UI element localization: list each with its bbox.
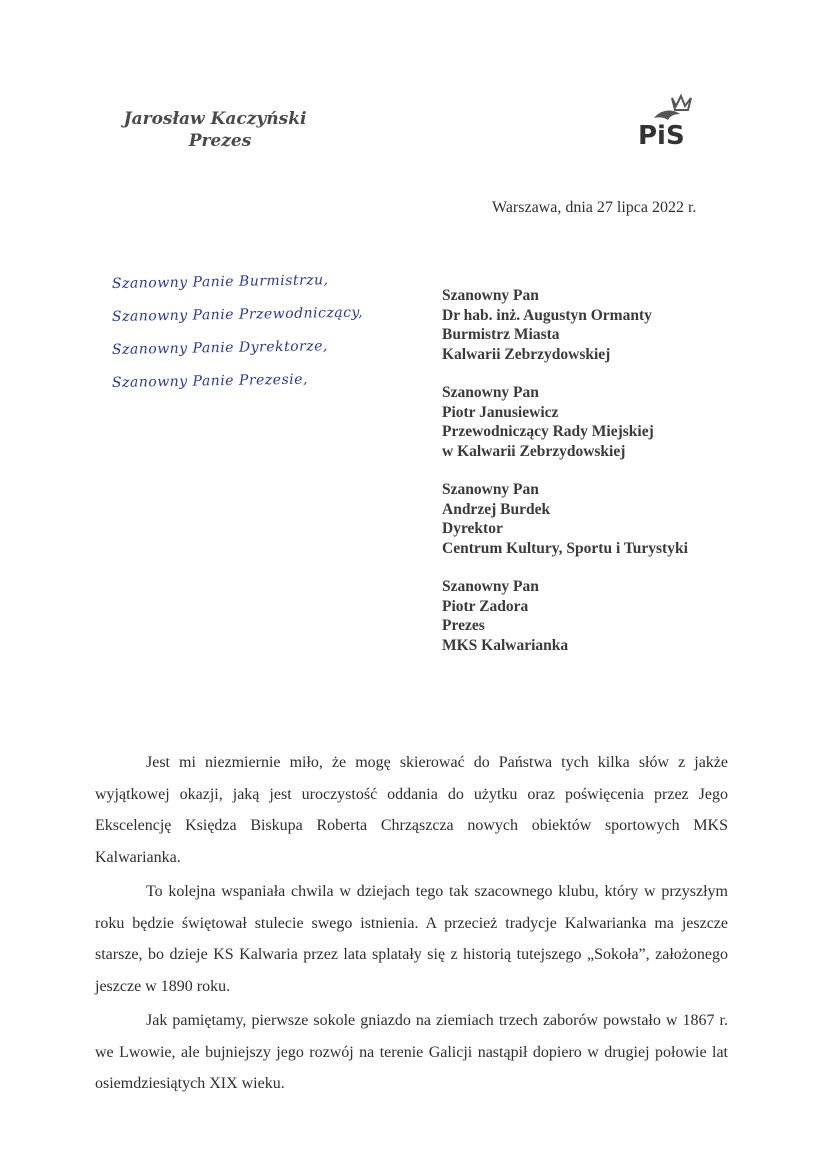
date-line: Warszawa, dnia 27 lipca 2022 r. xyxy=(492,199,697,216)
recipient-name: Piotr Zadora xyxy=(442,597,529,615)
recipient-name: Dr hab. inż. Augustyn Ormanty xyxy=(442,306,652,324)
recipient-title: Dyrektor xyxy=(442,520,503,537)
greeting-line: Szanowny Panie Przewodniczący, xyxy=(111,304,364,325)
handwritten-greeting xyxy=(112,268,372,400)
sender-role: Prezes xyxy=(188,131,252,151)
logo-text: PiS xyxy=(638,121,685,148)
greeting-line: Szanowny Panie Prezesie, xyxy=(111,371,309,391)
letterhead-sender xyxy=(110,108,320,152)
body-paragraph: Jak pamiętamy, pierwsze sokole gniazdo na ziemiach trzech zaborów powstało w 1867 r. we Lwowie, ale bujniejszy jego rozwój na terenie Galicji nastąpił dopiero w drugiej połowie lat osiemdziesiątych XIX wieku. xyxy=(95,1012,728,1092)
party-logo xyxy=(636,92,700,148)
recipient-organization: MKS Kalwarianka xyxy=(442,636,569,654)
greeting-line: Szanowny Panie Burmistrzu, xyxy=(111,272,329,292)
recipient-salutation: Szanowny Pan xyxy=(442,287,539,304)
greeting-line: Szanowny Panie Dyrektorze, xyxy=(111,338,329,358)
recipient-title: Prezes xyxy=(442,617,485,634)
recipient-organization: Centrum Kultury, Sportu i Turystyki xyxy=(442,539,688,557)
recipient-council-chair xyxy=(442,383,742,461)
recipient-salutation: Szanowny Pan xyxy=(442,481,539,498)
recipient-title: Burmistrz Miasta xyxy=(442,326,560,343)
body-paragraph: To kolejna wspaniała chwila w dziejach tego tak szacownego klubu, który w przyszłym roku będzie świętował stulecie swego istnienia. A przecież tradycje Kalwarianka ma jeszcze starsze, bo dzieje KS Kalwaria przez lata splatały się z historią tutejszego „Sokoła”, założonego jeszcze w 1890 roku. xyxy=(95,883,728,995)
recipient-name: Piotr Janusiewicz xyxy=(442,403,559,421)
recipient-salutation: Szanowny Pan xyxy=(442,384,539,401)
recipient-salutation: Szanowny Pan xyxy=(442,578,539,595)
recipient-name: Andrzej Burdek xyxy=(442,500,551,518)
recipient-organization: Kalwarii Zebrzydowskiej xyxy=(442,345,611,363)
recipient-club-president xyxy=(442,577,742,655)
recipient-mayor xyxy=(442,286,742,364)
body-paragraph: Jest mi niezmiernie miło, że mogę skierować do Państwa tych kilka słów z jakże wyjątkowej okazji, jaką jest uroczystość oddania do użytku oraz poświęcenia przez Jego Ekscelencję Księdza Biskupa Roberta Chrząszcza nowych obiektów sportowych MKS Kalwarianka. xyxy=(95,754,728,866)
eagle-crown-icon xyxy=(636,92,700,148)
recipients-block xyxy=(442,286,742,674)
letter-body xyxy=(95,747,728,1103)
recipient-director xyxy=(442,480,742,558)
recipient-title: Przewodniczący Rady Miejskiej xyxy=(442,423,654,440)
sender-name: Jarosław Kaczyński xyxy=(123,109,307,129)
recipient-organization: w Kalwarii Zebrzydowskiej xyxy=(442,442,626,460)
